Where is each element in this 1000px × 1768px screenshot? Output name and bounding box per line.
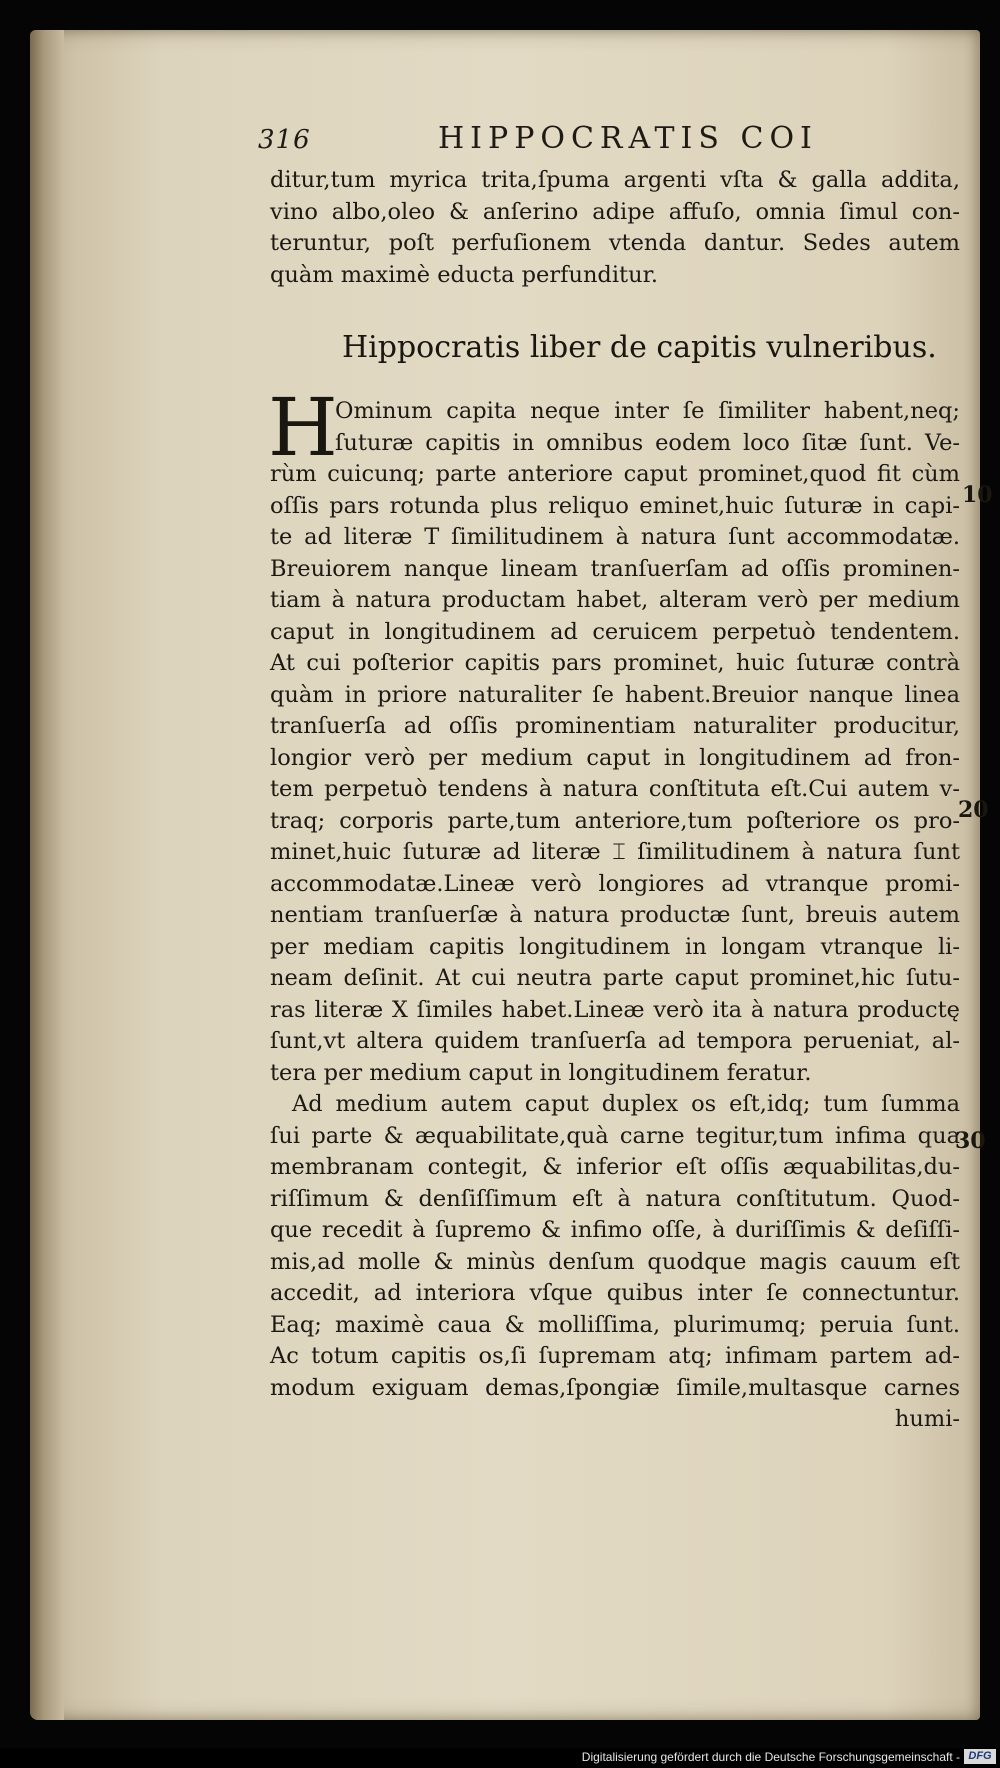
text-line: per mediam capitis longitudinem in longam vtranque li-	[270, 933, 960, 960]
text-line: ſunt,vt altera quidem tranſuerſa ad tempora perueniat, al-	[270, 1028, 960, 1054]
drop-cap-initial: H	[268, 381, 338, 474]
text-line: traq; corporis parte,tum anteriore,tum poſteriore os pro-	[270, 807, 960, 834]
text-line: neam deſinit. At cui neutra parte caput prominet,hic ſutu-	[270, 965, 960, 991]
digitization-credit: Digitalisierung gefördert durch die Deutsche Forschungsgemeinschaft -	[581, 1750, 960, 1764]
text-line: que recedit à ſupremo & infimo oſſe, à duriſſimis & deſiſſi-	[270, 1217, 960, 1243]
text-line: tera per medium caput in longitudinem feratur.	[270, 1059, 812, 1086]
text-line: modum exiguam demas,ſpongiæ ſimile,multasque carnes	[270, 1374, 960, 1401]
text-line: mis,ad molle & minùs denſum quodque magis cauum eſt	[270, 1248, 960, 1275]
text-line: tranſuerſa ad oſſis prominentiam naturaliter producitur,	[270, 713, 960, 739]
text-line: ditur,tum myrica trita,ſpuma argenti vſta & galla addita,	[270, 167, 960, 193]
text-line: membranam contegit, & inferior eſt oſſis æquabilitas,du-	[270, 1154, 960, 1180]
text-line: tiam à natura productam habet, alteram verò per medium	[270, 587, 960, 613]
margin-line-number-10: 10	[962, 482, 993, 508]
text-line: minet,huic ſuturæ ad literæ ⌶ ſimilitudinem à natura ſunt	[270, 839, 960, 865]
text-line: oſſis pars rotunda plus reliquo eminet,huic ſuturæ in capi-	[270, 492, 960, 519]
text-line: te ad literæ T ſimilitudinem à natura ſunt accommodatæ.	[270, 524, 960, 550]
text-line: rùm cuicunq; parte anteriore caput prominet,quod fit cùm	[270, 461, 960, 487]
text-line: ſui parte & æquabilitate,quà carne tegitur,tum infima qua	[270, 1122, 960, 1149]
section-title: Hippocratis liber de capitis vulneribus.	[342, 330, 937, 365]
text-line: teruntur, poſt perfuſionem vtenda dantur. Sedes autem	[270, 230, 960, 256]
text-line: ſuturæ capitis in omnibus eodem loco ſitæ ſunt. Ve-	[335, 429, 960, 456]
catchword: humi-	[894, 1406, 960, 1432]
running-title: HIPPOCRATIS COI	[438, 121, 818, 156]
text-line: Eaq; maximè caua & molliſſima, plurimumq; peruia ſunt.	[270, 1311, 960, 1338]
text-line: nentiam tranſuerſæ à natura productæ ſunt, breuis autem	[270, 902, 960, 928]
margin-line-number-20: 20	[958, 797, 989, 823]
main-paragraph	[268, 381, 960, 1436]
text-line: longior verò per medium caput in longitudinem ad fron-	[270, 744, 960, 771]
text-line: Ac totum capitis os,ſi ſupremam atq; infimam partem ad-	[270, 1343, 960, 1369]
text-line: Breuiorem nanque lineam tranſuerſam ad oſſis prominen-	[270, 555, 960, 582]
text-line: riſſimum & denſiſſimum eſt à natura conſtitutum. Quod-	[270, 1185, 960, 1212]
text-line: Ad medium autem caput duplex os eſt,idq; tum ſumma	[292, 1091, 960, 1117]
text-line: At cui poſterior capitis pars prominet, huic ſuturæ contrà	[270, 650, 960, 676]
page-number: 316	[258, 125, 311, 155]
text-line: accedit, ad interiora vſque quibus inter ſe connectuntur.	[270, 1280, 960, 1306]
text-line: ras literæ X ſimiles habet.Lineæ verò ita à natura productę	[270, 996, 960, 1023]
text-line: Ominum capita neque inter ſe ſimiliter habent,neq;	[335, 398, 960, 424]
text-line: quàm in priore naturaliter ſe habent.Breuior nanque linea	[270, 681, 960, 708]
page-binding-edge	[30, 30, 64, 1720]
top-paragraph	[270, 165, 960, 291]
margin-line-number-30: 30	[955, 1128, 986, 1154]
page-header	[258, 121, 878, 165]
text-line: vino albo,oleo & anſerino adipe affuſo, omnia ſimul con-	[270, 198, 960, 225]
text-line: accommodatæ.Lineæ verò longiores ad vtranque promi-	[270, 870, 960, 897]
text-line: tem perpetuò tendens à natura conſtituta eſt.Cui autem v-	[270, 776, 960, 802]
dfg-logo: DFG	[964, 1749, 996, 1764]
text-line: quàm maximè educta perfunditur.	[270, 261, 659, 288]
text-line: caput in longitudinem ad ceruicem perpetuò tendentem.	[270, 618, 960, 645]
